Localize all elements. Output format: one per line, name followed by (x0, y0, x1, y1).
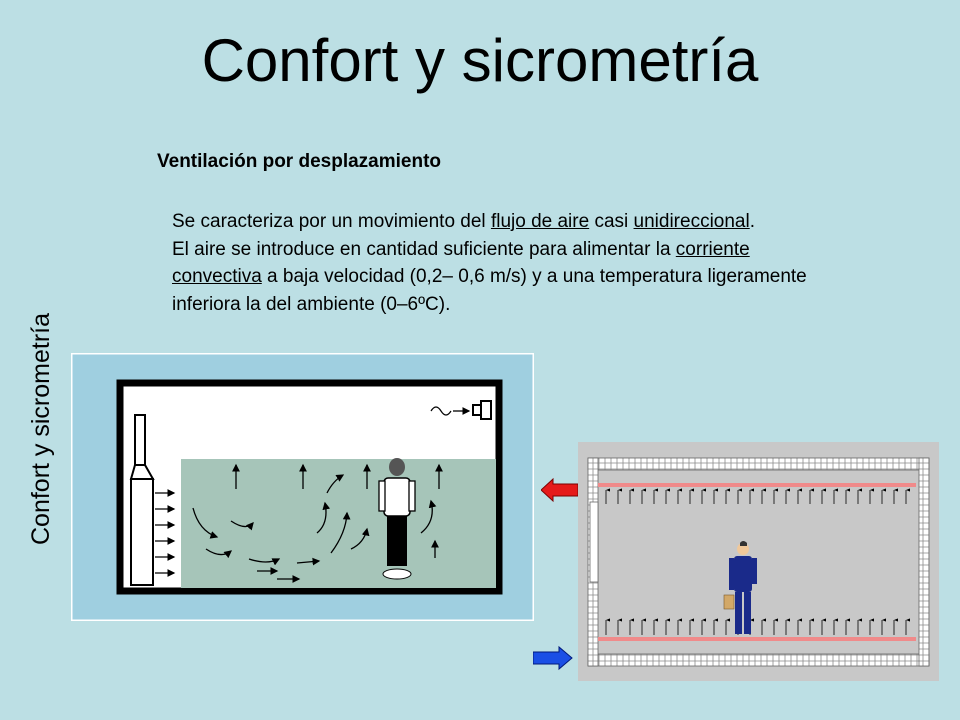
paragraph-1-text-c: . (749, 211, 755, 232)
ceiling-panel (598, 483, 916, 487)
blue-supply-arrow (533, 645, 573, 671)
paragraph-2-text-a: El aire se introduce en cantidad suficiente para alimentar la (172, 238, 676, 260)
right-wall (919, 458, 929, 666)
side-label: Confort y sicrometría (27, 312, 55, 545)
paragraph-1-text-b: casi (589, 211, 634, 232)
red-exhaust-arrow (541, 477, 578, 503)
term-corriente-convectiva: corriente convectiva (172, 238, 750, 287)
floor (588, 654, 929, 666)
ceiling (588, 458, 929, 470)
paragraph-2 (172, 236, 822, 319)
cross-section-background (578, 442, 939, 681)
paragraph-2-text-b: a baja velocidad (0,2– 0,6 m/s) y a una temperatura ligeramente inferiora la del ambiente (0–6ºC). (172, 266, 807, 315)
room-ventilation-diagram (71, 353, 534, 621)
window (590, 502, 598, 582)
supply-diffuser (131, 479, 153, 585)
section-heading: Ventilación por desplazamiento (157, 151, 442, 172)
paragraph-1-text-a: Se caracteriza por un movimiento del (172, 211, 491, 232)
slide-title: Confort y sicrometría (201, 27, 759, 94)
term-unidireccional: unidireccional (633, 211, 750, 232)
floor-panel (598, 637, 916, 641)
term-flujo-de-aire: flujo de aire (490, 211, 590, 232)
description-text (172, 208, 822, 318)
paragraph-1 (172, 208, 822, 236)
cross-section-diagram (578, 442, 939, 681)
